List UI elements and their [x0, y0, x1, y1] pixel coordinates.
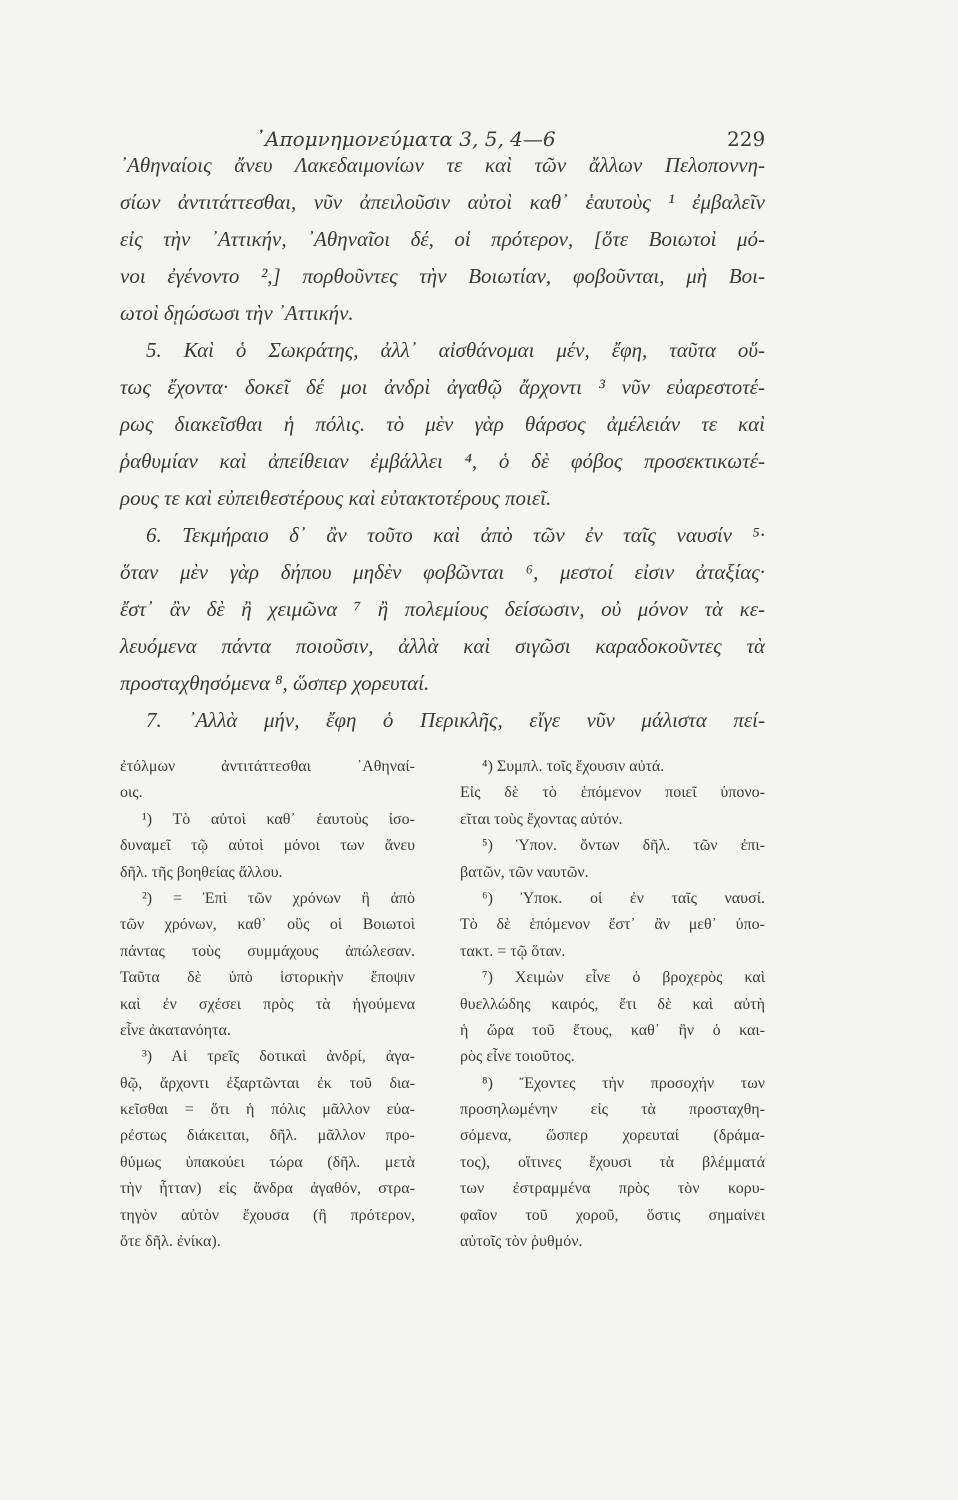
- text-line: τως ἔχοντα· δοκεῖ δέ μοι ἀνδρὶ ἀγαθῷ ἄρχοντι ³ νῦν εὐαρεστοτέ-: [120, 375, 765, 399]
- footnote-line: προσηλωμένην εἰς τὰ προσταχθη-: [460, 1101, 765, 1119]
- footnote-line: ἡ ὥρα τοῦ ἔτους, καθ᾿ ἣν ὁ και-: [460, 1021, 765, 1039]
- footnote-line: ⁷) Χειμὼν εἶνε ὁ βροχερὸς καὶ: [482, 969, 765, 987]
- text-line: ρως διακεῖσθαι ἡ πόλις. τὸ μὲν γὰρ θάρσος ἀμέλειάν τε καὶ: [120, 412, 765, 436]
- footnote-line: ²) = Ἐπὶ τῶν χρόνων ἢ ἀπὸ: [142, 889, 415, 907]
- footnote-line: Ταῦτα δὲ ὑπὸ ἱστορικὴν ἔποψιν: [120, 969, 415, 987]
- footnote-line: ⁶) Ὑποκ. οἱ ἐν ταῖς ναυσί.: [482, 889, 765, 907]
- footnote-line: Εἰς δὲ τὸ ἑπόμενον ποιεῖ ὑπονο-: [460, 784, 765, 802]
- footnote-line: ὅτε δῆλ. ἐνίκα).: [120, 1233, 221, 1251]
- footnote-line: καὶ ἐν σχέσει πρὸς τὰ ἡγούμενα: [120, 995, 415, 1013]
- footnote-line: τος), οἵτινες ἔχουσι τὰ βλέμματά: [460, 1153, 765, 1171]
- footnote-line: βατῶν, τῶν ναυτῶν.: [460, 863, 589, 881]
- footnote-line: τὴν ἧτταν) εἰς ἄνδρα ἀγαθόν, στρα-: [120, 1180, 415, 1198]
- text-line: 6. Τεκμήραιο δ᾿ ἂν τοῦτο καὶ ἀπὸ τῶν ἐν ταῖς ναυσίν ⁵·: [146, 523, 765, 547]
- main-text: [120, 150, 765, 742]
- text-line: σίων ἀντιτάττεσθαι, νῦν ἀπειλοῦσιν αὐτοὶ καθ᾿ ἑαυτοὺς ¹ ἐμβαλεῖν: [120, 190, 765, 214]
- footnote-line: φαῖον τοῦ χοροῦ, ὅστις σημαίνει: [460, 1206, 765, 1224]
- footnote-line: τακτ. = τῷ ὅταν.: [460, 942, 566, 960]
- footnote-line: τηγὸν αὐτὸν ἔχουσα (ἢ πρότερον,: [120, 1206, 415, 1224]
- footnote-line: ⁵) Ὑπον. ὄντων δῆλ. τῶν ἐπι-: [482, 837, 765, 855]
- footnote-line: εἶνε ἀκατανόητα.: [120, 1021, 231, 1039]
- footnote-line: ρὸς εἶνε τοιοῦτος.: [460, 1048, 575, 1066]
- running-title: ᾿Απομνημονεύματα 3, 5, 4—6: [255, 127, 556, 151]
- text-line: νοι ἐγένοντο ²,] πορθοῦντες τὴν Βοιωτίαν, φοβοῦνται, μὴ Βοι-: [120, 264, 765, 288]
- footnote-line: εῖται τοὺς ἔχοντας αὐτόν.: [460, 810, 623, 828]
- footnote-line: των ἐστραμμένα πρὸς τὸν κορυ-: [460, 1180, 765, 1198]
- footnote-line: σόμενα, ὥσπερ χορευταί (δράμα-: [460, 1127, 765, 1145]
- footnote-line: τῶν χρόνων, καθ᾿ οὓς οἱ Βοιωτοὶ: [120, 916, 415, 934]
- text-line: ρους τε καὶ εὐπειθεστέρους καὶ εὐτακτοτέρους ποιεῖ.: [120, 486, 552, 510]
- footnote-line: ἐτόλμων ἀντιτάττεσθαι ᾿Αθηναί-: [120, 758, 415, 775]
- text-line: ὅταν μὲν γὰρ δήπου μηδὲν φοβῶνται ⁶, μεστοί εἰσιν ἀταξίας·: [120, 560, 765, 584]
- footnote-line: οις.: [120, 784, 143, 802]
- footnote-line: κεῖσθαι = ὅτι ἡ πόλις μᾶλλον εὐα-: [120, 1101, 415, 1119]
- footnote-line: δῆλ. τῆς βοηθείας ἄλλου.: [120, 863, 283, 881]
- text-line: ῥαθυμίαν καὶ ἀπείθειαν ἐμβάλλει ⁴, ὁ δὲ φόβος προσεκτικωτέ-: [120, 449, 765, 473]
- text-line: ᾿Αθηναίοις ἄνευ Λακεδαιμονίων τε καὶ τῶν ἄλλων Πελοποννη-: [120, 153, 765, 177]
- footnote-line: ρέστως διάκειται, δῆλ. μᾶλλον προ-: [120, 1127, 415, 1145]
- footnote-line: ³) Αἱ τρεῖς δοτικαὶ ἀνδρί, ἀγα-: [142, 1048, 415, 1066]
- text-line: 7. ᾿Αλλὰ μήν, ἔφη ὁ Περικλῆς, εἴγε νῦν μάλιστα πεί-: [146, 708, 765, 732]
- footnote-line: ⁸) Ἔχοντες τὴν προσοχήν των: [482, 1074, 765, 1092]
- text-line: ωτοὶ δῃώσωσι τὴν ᾿Αττικήν.: [120, 301, 354, 325]
- footnote-line: θῷ, ἄρχοντι ἐξαρτῶνται ἐκ τοῦ δια-: [120, 1074, 415, 1092]
- text-line: εἰς τὴν ᾿Αττικήν, ᾿Αθηναῖοι δέ, οἱ πρότερον, [ὅτε Βοιωτοὶ μό-: [120, 227, 765, 251]
- page-number: 229: [727, 127, 766, 151]
- footnote-line: ⁴) Συμπλ. τοῖς ἔχουσιν αὐτά.: [482, 758, 665, 775]
- text-line: ἔστ᾿ ἂν δὲ ἢ χειμῶνα ⁷ ἢ πολεμίους δείσωσιν, οὐ μόνον τὰ κε-: [120, 597, 765, 621]
- footnote-line: θυελλώδης καιρός, ἔτι δὲ καὶ αὐτὴ: [460, 995, 765, 1013]
- footnote-line: πάντας τοὺς συμμάχους ἀπώλεσαν.: [120, 942, 415, 960]
- text-line: λευόμενα πάντα ποιοῦσιν, ἀλλὰ καὶ σιγῶσι καραδοκοῦντες τὰ: [120, 634, 765, 658]
- text-line: 5. Καὶ ὁ Σωκράτης, ἀλλ᾿ αἰσθάνομαι μέν, ἔφη, ταῦτα οὕ-: [146, 338, 765, 362]
- footnote-line: δυναμεῖ τῷ αὐτοὶ μόνοι των ἄνευ: [120, 837, 415, 855]
- footnotes-right-column: [460, 755, 765, 1256]
- footnote-line: θύμως ὑπακούει τώρα (δῆλ. μετὰ: [120, 1153, 415, 1171]
- text-line: προσταχθησόμενα ⁸, ὥσπερ χορευταί.: [120, 671, 430, 695]
- footnote-line: αὐτοῖς τὸν ῥυθμόν.: [460, 1233, 583, 1251]
- footnotes-left-column: [120, 755, 415, 1256]
- footnote-line: ¹) Τὸ αὐτοὶ καθ᾿ ἑαυτοὺς ἰσο-: [142, 810, 415, 828]
- footnote-line: Τὸ δὲ ἑπόμενον ἔστ᾿ ἂν μεθ᾿ ὑπο-: [460, 916, 765, 934]
